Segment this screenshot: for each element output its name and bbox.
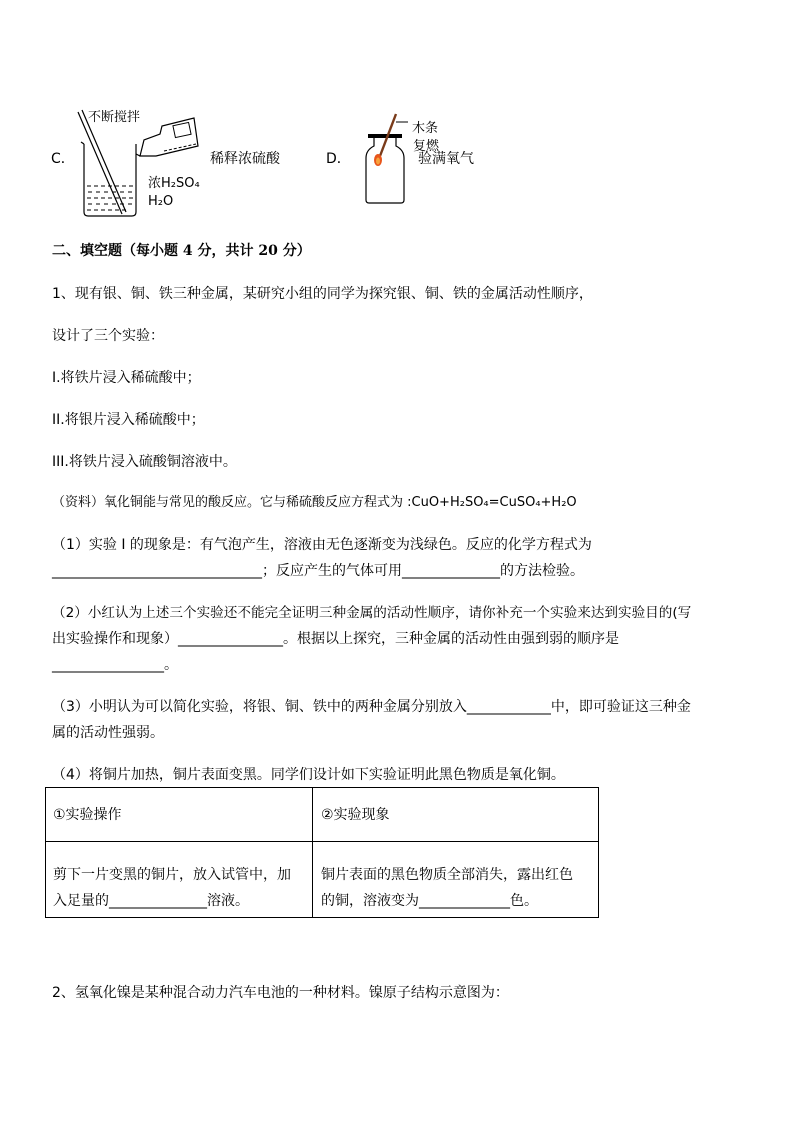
table-header-phenomenon: ②实验现象 — [321, 807, 390, 823]
option-c-label: C． — [51, 151, 75, 167]
table-cell-phenomenon-line2: 的铜，溶液变为_____________色。 — [321, 893, 538, 909]
q1-intro-2: 设计了三个实验： — [52, 328, 164, 344]
table-cell-operation-line2: 入足量的______________溶液。 — [53, 893, 249, 909]
section-title: 二、填空题（每小题 4 分，共计 20 分） — [52, 243, 311, 259]
q1-intro-1: 1、现有银、铜、铁三种金属，某研究小组的同学为探究银、铜、铁的金属活动性顺序， — [52, 286, 593, 302]
q2-text: 2、氢氧化镍是某种混合动力汽车电池的一种材料。镍原子结构示意图为： — [52, 985, 509, 1001]
q1-part2-line2: 出实验操作和现象）_______________。根据以上探究，三种金属的活动性由强到弱的顺序是 — [52, 631, 619, 647]
q1-part3-line1: （3）小明认为可以简化实验，将银、铜、铁中的两种金属分别放入____________中，即可验证这三种金 — [52, 699, 691, 715]
table-cell-operation-line1: 剪下一片变黑的铜片，放入试管中，加 — [53, 867, 291, 883]
q1-exp-1: I.将铁片浸入稀硫酸中； — [52, 370, 201, 386]
table-cell-phenomenon-line1: 铜片表面的黑色物质全部消失，露出红色 — [321, 867, 573, 883]
oxygen-caption: 验满氧气 — [418, 151, 474, 167]
q1-exp-2: II.将银片浸入稀硫酸中； — [52, 412, 205, 428]
relight-label: 复燃 — [413, 139, 440, 154]
q1-exp-3: III.将铁片浸入硫酸铜溶液中。 — [52, 454, 237, 470]
q1-part2-line1: （2）小红认为上述三个实验还不能完全证明三种金属的活动性顺序，请你补充一个实验来达到实验目的(写 — [52, 605, 692, 621]
stir-label: 不断搅拌 — [88, 110, 141, 125]
stick-label: 木条 — [412, 121, 439, 136]
experiment-table — [45, 787, 599, 918]
oxygen-bottle-figure — [356, 112, 416, 206]
q1-part1-line2: ______________________________；反应产生的气体可用______________的方法检验。 — [52, 563, 584, 579]
conc-acid-label: 浓H₂SO₄ — [148, 176, 200, 191]
table-divider-horizontal — [46, 841, 598, 842]
option-d-label: D． — [326, 151, 351, 167]
q1-part4-line1: （4）将铜片加热，铜片表面变黑。同学们设计如下实验证明此黑色物质是氧化铜。 — [52, 767, 565, 783]
water-label: H₂O — [148, 194, 174, 209]
q1-material: （资料）氧化铜能与常见的酸反应。它与稀硫酸反应方程式为 :CuO+H₂SO₄=CuSO₄+H₂O — [52, 495, 577, 510]
dilute-acid-caption: 稀释浓硫酸 — [210, 151, 280, 167]
table-header-operation: ①实验操作 — [53, 807, 122, 823]
q1-part2-line3: ________________。 — [52, 657, 178, 673]
table-divider-vertical — [312, 788, 313, 917]
q1-part3-line2: 属的活动性强弱。 — [52, 725, 164, 741]
q1-part1-line1: （1）实验 I 的现象是：有气泡产生，溶液由无色逐渐变为浅绿色。反应的化学方程式为 — [52, 537, 592, 553]
